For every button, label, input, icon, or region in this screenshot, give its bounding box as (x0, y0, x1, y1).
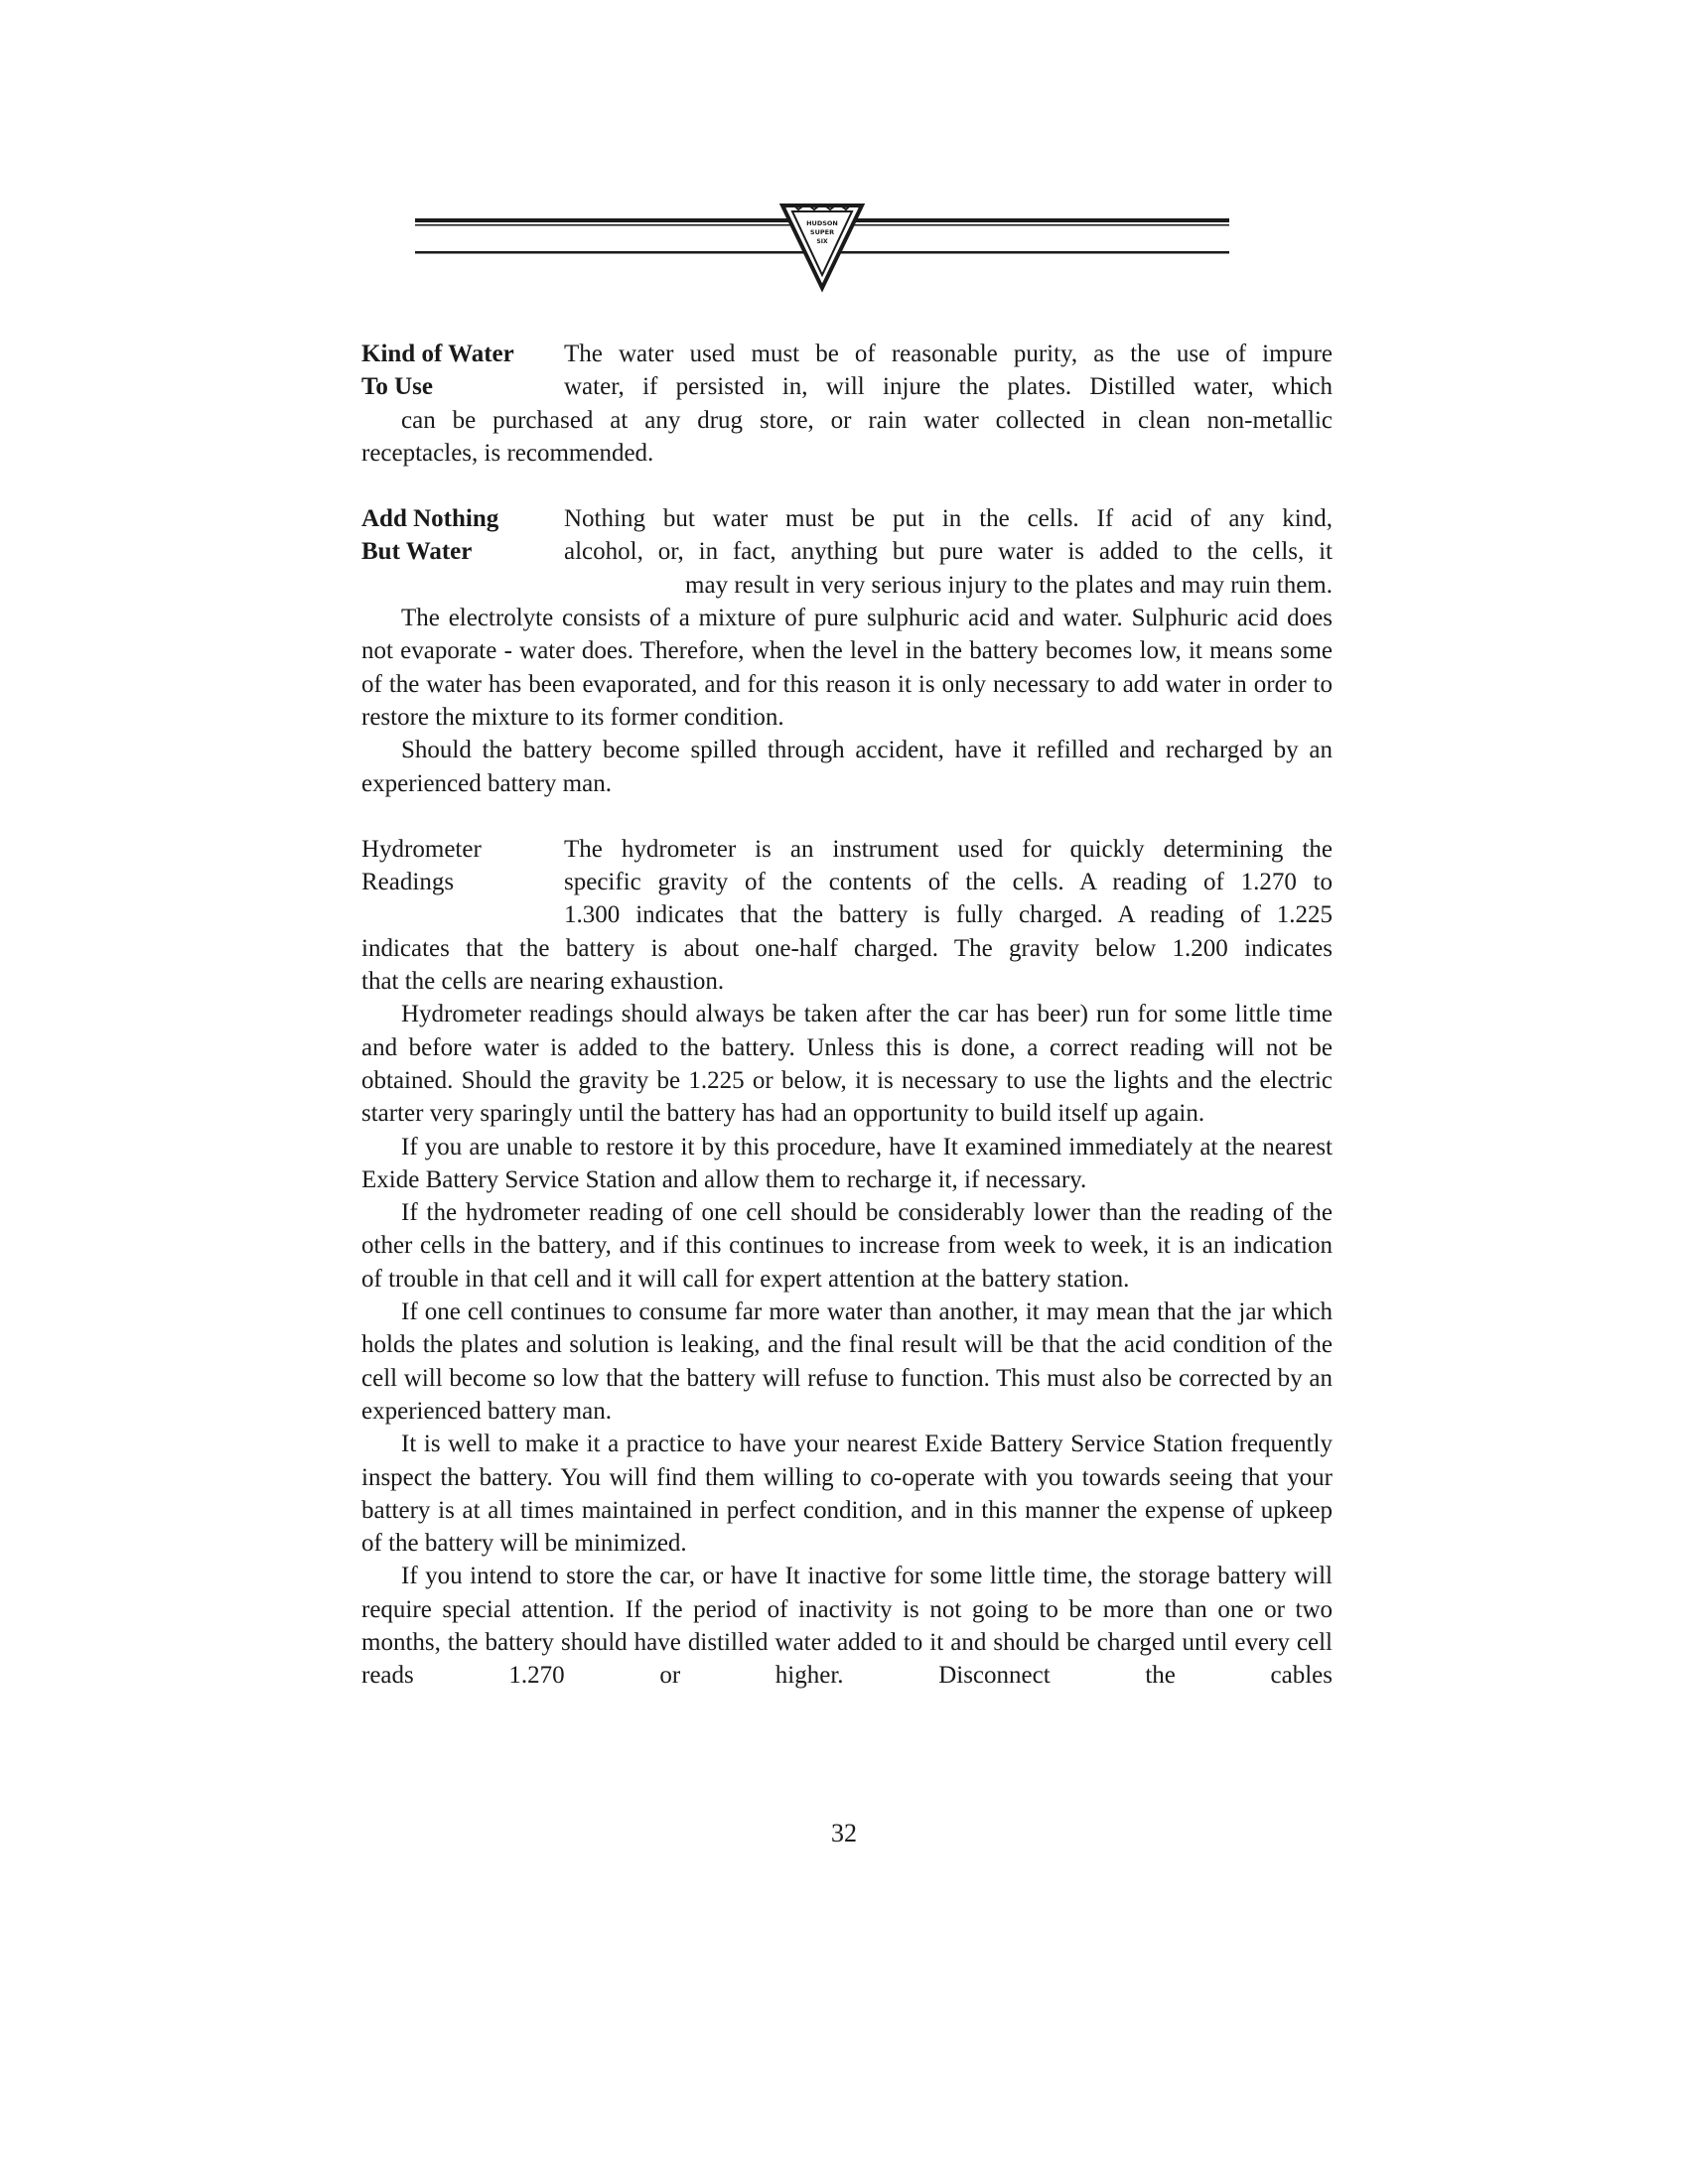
side-heading (361, 502, 560, 569)
text-line: that the cells are nearing exhaustion. (361, 968, 725, 996)
paragraph: If the hydrometer reading of one cell should be considerably lower than the reading of the other cells in the battery, and if this continues to increase from week to week, it is an indication of trouble in that cell and it will call for expert attention at the battery station. (361, 1199, 1333, 1293)
hanging-text (564, 338, 1333, 404)
side-heading-line: Kind of Water (361, 341, 514, 367)
document-body (361, 338, 1333, 1693)
paragraph: If you are unable to restore it by this procedure, have It examined immediately at the nearest Exide Battery Service Station and allow them to recharge it, if necessary. (361, 1133, 1333, 1193)
header-ornament (415, 204, 1229, 293)
text-line: The water used must be of reasonable purity, as the use of impure (564, 341, 1333, 367)
section-add-nothing-but-water (361, 502, 1333, 800)
side-heading-line: Readings (361, 869, 455, 896)
text-line: indicates that the battery is about one-half charged. The gravity below 1.200 indicates (361, 934, 1333, 962)
text-line: The hydrometer is an instrument used for quickly determining the (564, 835, 1333, 863)
paragraph: If you intend to store the car, or have It inactive for some little time, the storage battery will require special attention. If the period of inactivity is not going to be more than one or two months, the battery should have distilled water added to it and should be charged until every cell reads 1.270 or higher. Disconnect the cables (361, 1563, 1333, 1690)
text-line: Nothing but water must be put in the cells. If acid of any kind, (564, 505, 1333, 533)
section-kind-of-water (361, 338, 1333, 470)
side-heading (361, 833, 560, 899)
side-heading-line: To Use (361, 373, 434, 401)
side-heading-line: But Water (361, 538, 473, 566)
paragraph: The electrolyte consists of a mixture of pure sulphuric acid and water. Sulphuric acid does not evaporate - water does. Therefore, when the level in the battery becomes low, it means some of the water has been evaporated, and for this reason it is only necessary to add water in order to restore the mixture to its former condition. (361, 605, 1333, 731)
emblem-line-2: SUPER (809, 228, 835, 236)
triangular-badge-icon (782, 204, 862, 288)
paragraph: Should the battery become spilled through accident, have it refilled and recharged by an experienced battery man. (361, 737, 1333, 797)
text-line: may result in very serious injury to the plates and may ruin them. (685, 571, 1333, 599)
hanging-text (564, 833, 1333, 932)
paragraph: It is well to make it a practice to have your nearest Exide Battery Service Station frequently inspect the battery. You will find them willing to co-operate with you towards seeing that your battery is at all times maintained in perfect condition, and in this manner the expense of upkeep of the battery will be minimized. (361, 1431, 1333, 1558)
text-line: can be purchased at any drug store, or rain water collected in clean non-metallic (401, 406, 1333, 434)
emblem-line-3: SIX (816, 238, 828, 245)
hanging-text (564, 502, 1333, 602)
section-hydrometer-readings (361, 833, 1333, 1693)
emblem-line-1: HUDSON (806, 219, 838, 227)
text-line: receptacles, is recommended. (361, 439, 654, 467)
text-line: water, if persisted in, will injure the plates. Distilled water, which (564, 373, 1333, 401)
page-number: 32 (831, 1819, 857, 1847)
text-line: alcohol, or, in fact, anything but pure water is added to the cells, it (564, 538, 1333, 566)
text-line: specific gravity of the contents of the cells. A reading of 1.270 to (564, 869, 1333, 896)
side-heading-line: Hydrometer (361, 835, 482, 863)
text-line: 1.300 indicates that the battery is fully charged. A reading of 1.225 (564, 901, 1333, 929)
side-heading-line: Add Nothing (361, 505, 499, 533)
paragraph: If one cell continues to consume far more water than another, it may mean that the jar which holds the plates and solution is leaking, and the final result will be that the acid condition of the cell will become so low that the battery will refuse to function. This must also be corrected by an experienced battery man. (361, 1298, 1333, 1425)
side-heading (361, 338, 560, 404)
paragraph: Hydrometer readings should always be taken after the car has beer) run for some little time and before water is added to the battery. Unless this is done, a correct reading will not be obtained. Should the gravity be 1.225 or below, it is necessary to use the lights and the electric starter very sparingly until the battery has had an opportunity to build itself up again. (361, 1001, 1333, 1128)
